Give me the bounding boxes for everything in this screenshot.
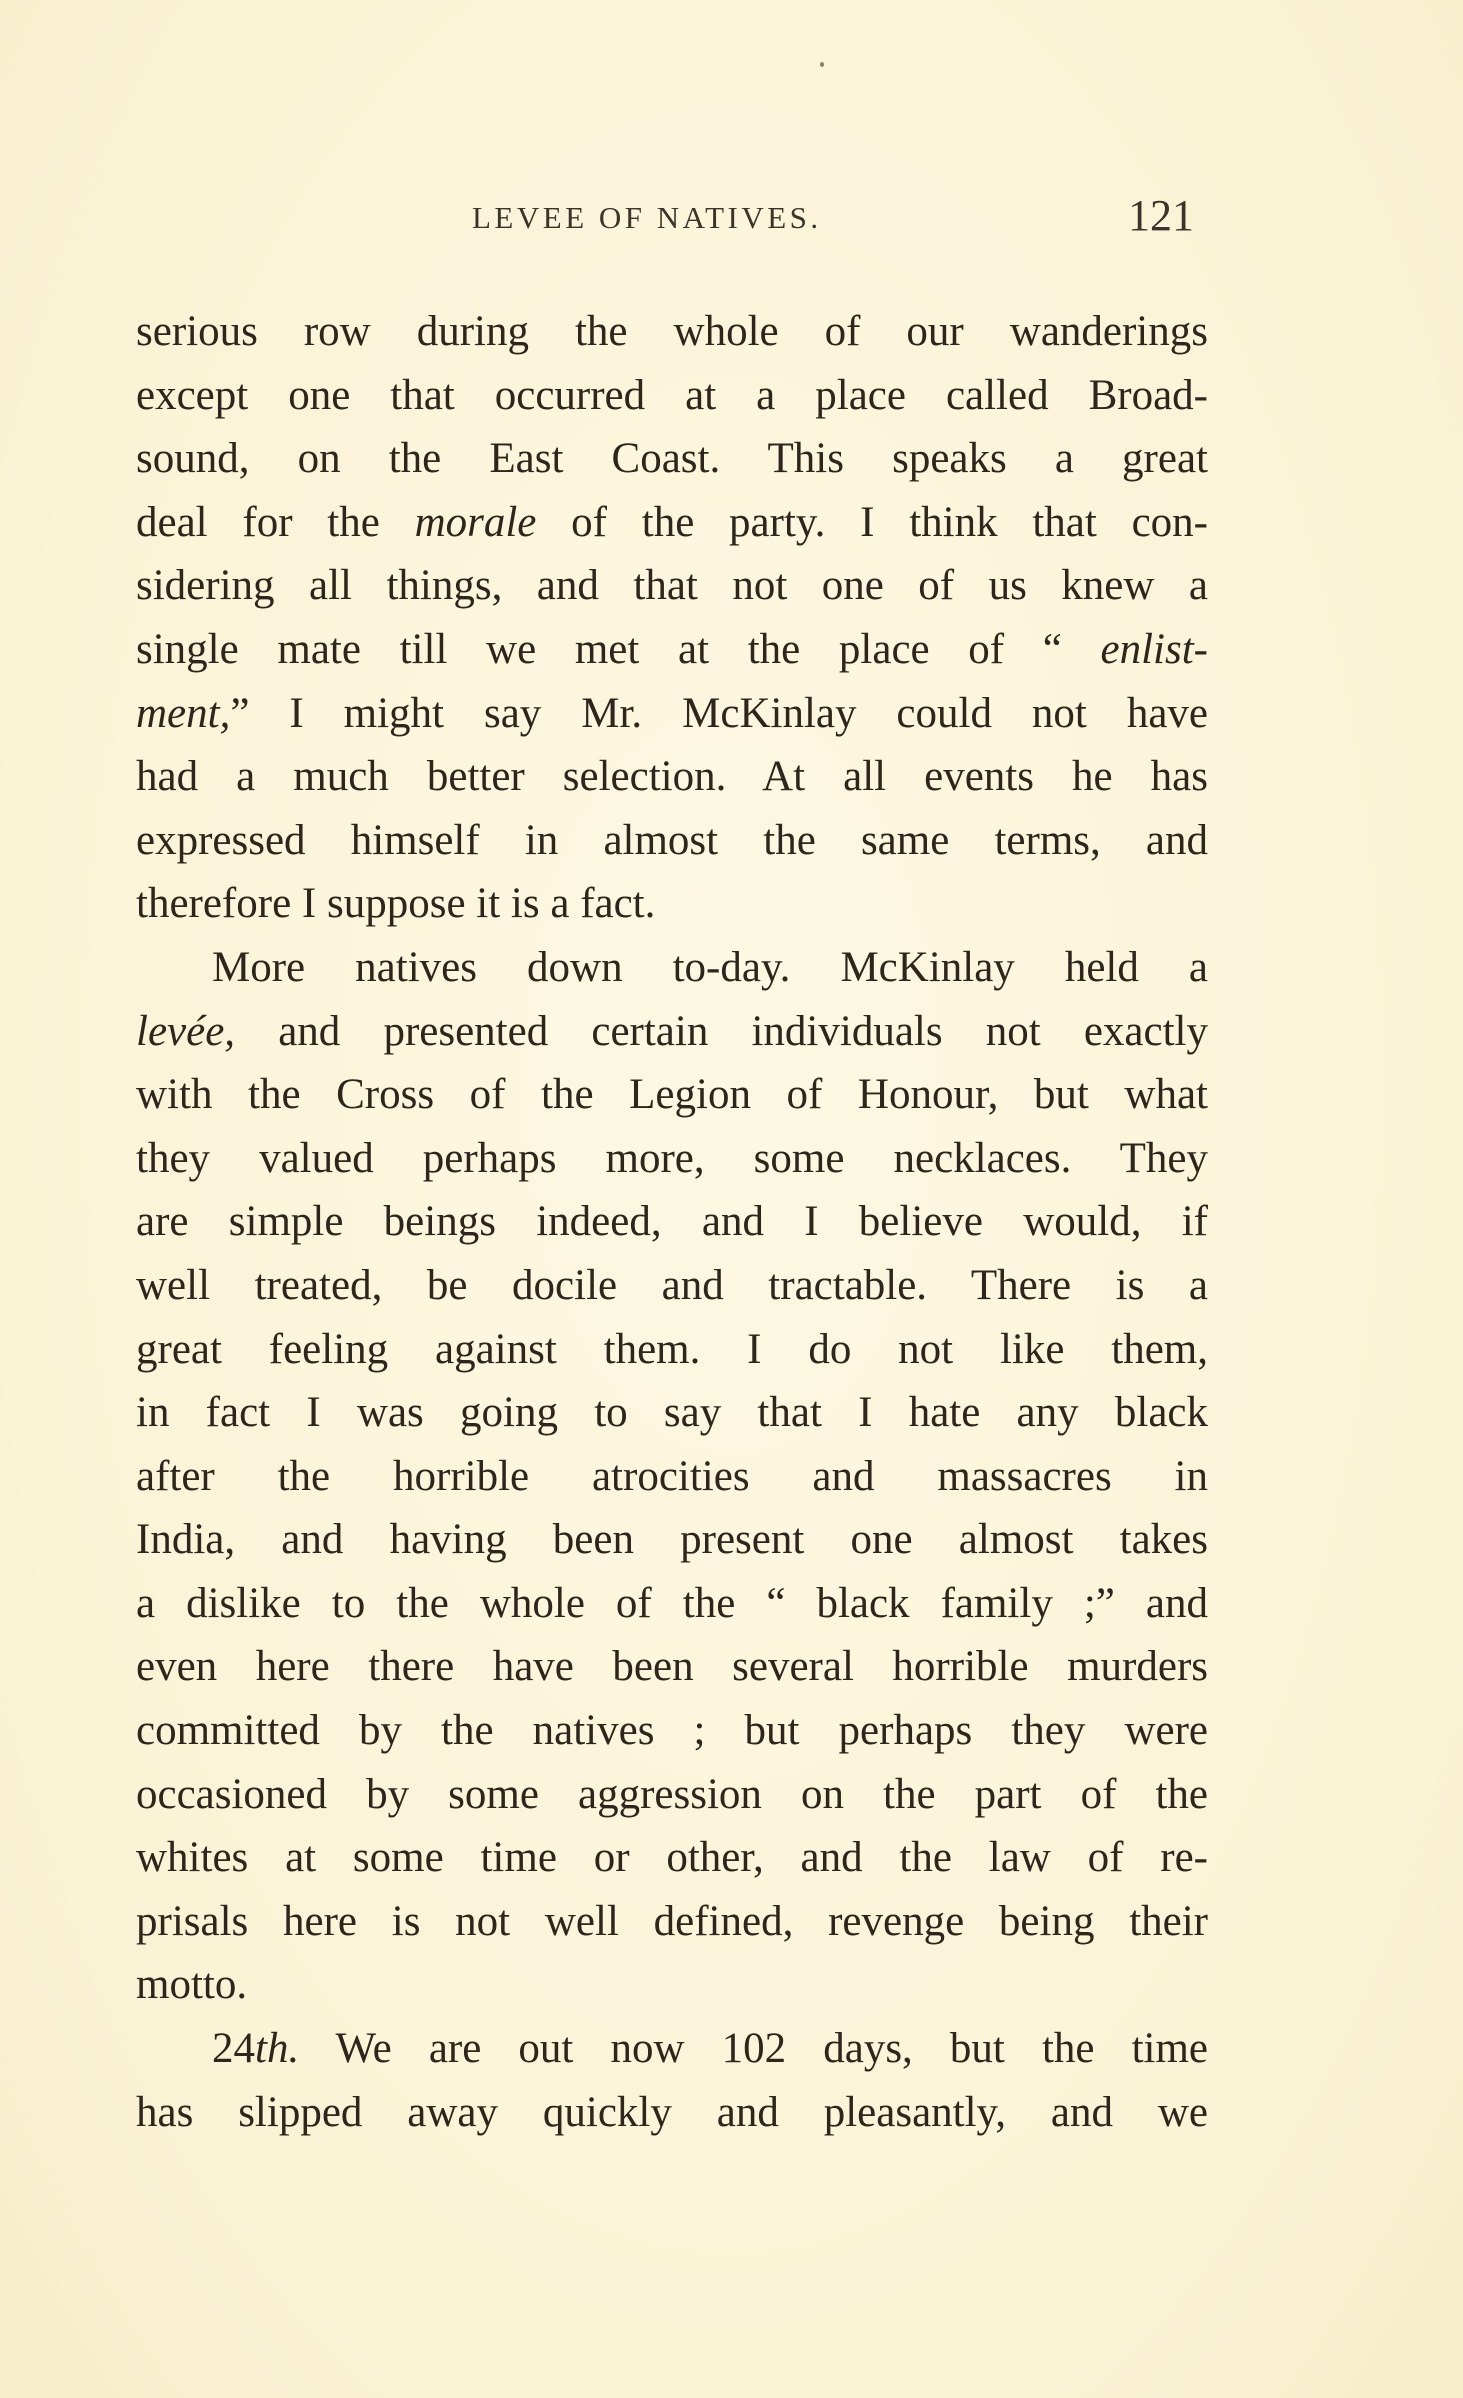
text-line (136, 1190, 1208, 1254)
page-number: 121 (1128, 191, 1194, 240)
text-segment: of the party. I think that con- (536, 498, 1208, 546)
text-segment: even here there have been several horrible murders (136, 1643, 1208, 1691)
text-segment: are simple beings indeed, and I believe would, if (136, 1198, 1208, 1246)
text-line (136, 1699, 1208, 1763)
italic-text: enlist- (1100, 625, 1208, 673)
text-line (136, 1890, 1208, 1954)
text-segment: committed by the natives ; but perhaps they were (136, 1707, 1208, 1755)
body-text (136, 300, 1208, 2144)
text-line (136, 491, 1208, 555)
text-line (136, 872, 1208, 936)
text-line (136, 618, 1208, 682)
text-segment: except one that occurred at a place called Broad- (136, 371, 1208, 419)
text-line (136, 2081, 1208, 2145)
text-line (136, 809, 1208, 873)
text-line (136, 1508, 1208, 1572)
italic-text: morale (414, 498, 537, 546)
text-segment: motto. (136, 1961, 248, 2009)
text-segment: whites at some time or other, and the law of re- (136, 1834, 1208, 1882)
text-segment: single mate till we met at the place of “ (136, 625, 1101, 673)
running-head: LEVEE OF NATIVES. (472, 200, 822, 235)
italic-text: levée, (136, 1007, 236, 1055)
text-line (136, 1572, 1208, 1636)
text-line (136, 2017, 1208, 2081)
text-segment: serious row during the whole of our wanderings (136, 308, 1208, 355)
text-segment: deal for the (136, 498, 415, 546)
text-line (136, 1635, 1208, 1699)
text-line (136, 1445, 1208, 1509)
paper-speck (820, 62, 824, 67)
text-segment: well treated, be docile and tractable. There is a (136, 1261, 1208, 1309)
text-segment: India, and having been present one almost takes (136, 1516, 1208, 1564)
text-segment: occasioned by some aggression on the part of the (136, 1770, 1208, 1818)
text-line (136, 1318, 1208, 1382)
text-line (136, 682, 1208, 746)
text-segment: therefore I suppose it is a fact. (136, 880, 656, 928)
text-line (136, 427, 1208, 491)
text-segment: 24 (212, 2025, 255, 2073)
text-line (136, 554, 1208, 618)
text-line (136, 1763, 1208, 1827)
italic-text: th. (255, 2025, 300, 2073)
text-line (136, 1826, 1208, 1890)
text-segment: and presented certain individuals not exactly (235, 1007, 1208, 1055)
text-segment: prisals here is not well defined, revenge being their (136, 1897, 1208, 1945)
text-segment: We are out now 102 days, but the time (299, 2025, 1208, 2073)
text-line (136, 1953, 1208, 2017)
text-line (136, 936, 1208, 1000)
text-segment: has slipped away quickly and pleasantly, and we (136, 2088, 1208, 2136)
italic-text: ment, (136, 689, 231, 737)
text-line (136, 1127, 1208, 1191)
text-line (136, 1000, 1208, 1064)
text-line (136, 1063, 1208, 1127)
text-segment: they valued perhaps more, some necklaces. They (136, 1134, 1208, 1182)
text-segment: sidering all things, and that not one of us knew a (136, 562, 1208, 610)
text-line (136, 300, 1208, 364)
text-segment: after the horrible atrocities and massacres in (136, 1452, 1208, 1500)
text-segment: expressed himself in almost the same terms, and (136, 816, 1208, 864)
text-segment: More natives down to-day. McKinlay held a (212, 943, 1208, 991)
text-segment: ” I might say Mr. McKinlay could not have (230, 689, 1208, 737)
text-line (136, 745, 1208, 809)
text-segment: sound, on the East Coast. This speaks a great (136, 435, 1208, 483)
text-line (136, 364, 1208, 428)
text-line (136, 1381, 1208, 1445)
text-segment: great feeling against them. I do not like them, (136, 1325, 1208, 1373)
text-line (136, 1254, 1208, 1318)
text-segment: had a much better selection. At all events he has (136, 753, 1208, 801)
text-segment: in fact I was going to say that I hate any black (136, 1389, 1208, 1437)
text-segment: with the Cross of the Legion of Honour, but what (136, 1071, 1208, 1119)
text-segment: a dislike to the whole of the “ black family ;” and (136, 1579, 1208, 1627)
